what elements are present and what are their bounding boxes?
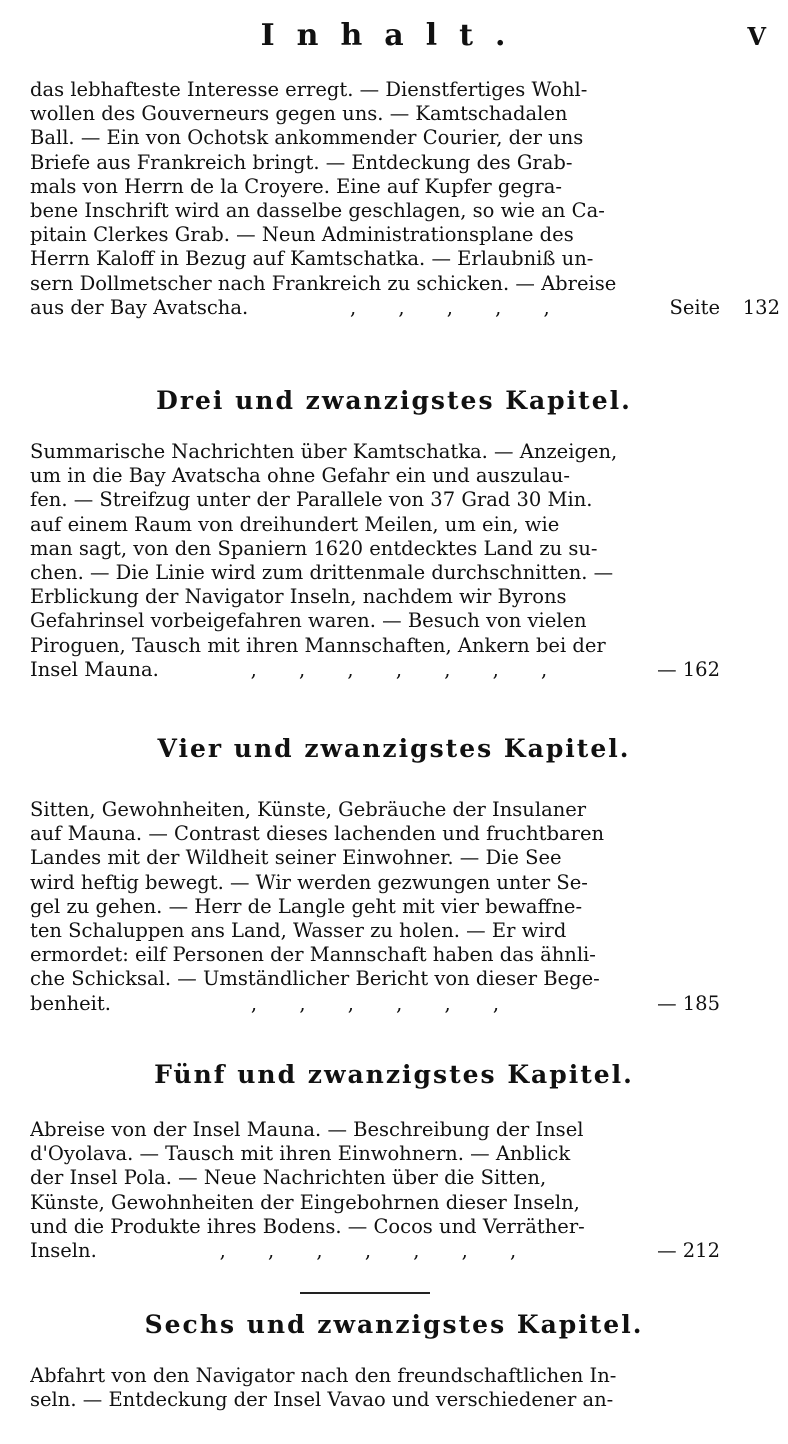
entry-line: ermordet: eilf Personen der Mannschaft haben das ähnli- [30,943,596,967]
page-reference: — 162 [657,657,720,681]
page-number: V [747,22,766,51]
entry-line: um in die Bay Avatscha ohne Gefahr ein und auszulau- [30,464,570,488]
leader-dots: , , , , , , , [219,1239,535,1263]
entry-last-line [30,296,720,320]
leader-dots: , , , , , , , [250,657,566,681]
entry-line: sern Dollmetscher nach Frankreich zu schicken. — Abreise [30,271,617,295]
entry-line: bene Inschrift wird an dasselbe geschlagen, so wie an Ca- [30,199,605,223]
entry-line: mals von Herrn de la Croyere. Eine auf Kupfer gegra- [30,174,562,198]
section-divider [300,1292,430,1294]
entry-line: auf einem Raum von dreihundert Meilen, um ein, wie [30,512,560,536]
page-reference: — 212 [657,1239,720,1263]
entry-line: man sagt, von den Spaniern 1620 entdecktes Land zu su- [30,536,598,560]
page-title: Inhalt. [260,18,528,53]
page-label: Seite [669,295,720,319]
page-header [0,18,788,58]
page-reference: 132 [742,296,780,319]
toc-entry-chapter-25 [30,1118,720,1263]
entry-line: wollen des Gouverneurs gegen uns. — Kamtschadalen [30,102,568,126]
entry-line: Ball. — Ein von Ochotsk ankommender Courier, der uns [30,126,584,150]
entry-last-line [30,658,720,682]
entry-line: pitain Clerkes Grab. — Neun Administrationsplane des [30,223,574,247]
entry-line: wird heftig bewegt. — Wir werden gezwungen unter Se- [30,870,588,894]
entry-line: Piroguen, Tausch mit ihren Mannschaften, Ankern bei der [30,633,606,657]
entry-last-line [30,1239,720,1263]
entry-line-text: Inseln. [30,1239,97,1263]
entry-line: Summarische Nachrichten über Kamtschatka. — Anzeigen, [30,440,618,463]
entry-line: Erblickung der Navigator Inseln, nachdem wir Byrons [30,585,567,609]
chapter-heading: Vier und zwanzigstes Kapitel. [157,734,631,763]
entry-line: gel zu gehen. — Herr de Langle geht mit vier bewaffne- [30,894,583,918]
entry-line: Abreise von der Insel Mauna. — Beschreibung der Insel [30,1118,584,1141]
leader-dots: , , , , , , [250,991,518,1015]
entry-line: seln. — Entdeckung der Insel Vavao und verschiedener an- [30,1388,614,1412]
entry-line: Landes mit der Wildheit seiner Einwohner. — Die See [30,846,562,870]
entry-line: auf Mauna. — Contrast dieses lachenden und fruchtbaren [30,822,605,846]
entry-line: chen. — Die Linie wird zum drittenmale durchschnitten. — [30,561,614,585]
leader-dots: , , , , , [349,295,568,319]
entry-last-line [30,992,720,1016]
page-reference: — 185 [657,991,720,1015]
toc-entry-chapter-26 [30,1364,720,1412]
toc-entry-22-continuation [30,78,780,320]
entry-line: Briefe aus Frankreich bringt. — Entdeckung des Grab- [30,150,573,174]
entry-line: ten Schaluppen ans Land, Wasser zu holen. — Er wird [30,919,567,943]
entry-line-text: benheit. [30,991,111,1015]
entry-line: Sitten, Gewohnheiten, Künste, Gebräuche der Insulaner [30,798,587,821]
toc-entry-chapter-23 [30,440,720,682]
chapter-heading: Drei und zwanzigstes Kapitel. [156,386,632,415]
entry-line: d'Oyolava. — Tausch mit ihren Einwohnern. — Anblick [30,1142,571,1166]
entry-line: das lebhafteste Interesse erregt. — Dienstfertiges Wohl- [30,78,588,101]
entry-line-text: aus der Bay Avatscha. [30,295,249,319]
entry-line: Abfahrt von den Navigator nach den freundschaftlichen In- [30,1364,617,1387]
entry-line: fen. — Streifzug unter der Parallele von 37 Grad 30 Min. [30,488,593,512]
toc-entry-chapter-24 [30,798,720,1016]
entry-line-text: Insel Mauna. [30,657,159,681]
entry-line: che Schicksal. — Umständlicher Bericht von dieser Bege- [30,967,600,991]
entry-line: Gefahrinsel vorbeigefahren waren. — Besuch von vielen [30,609,587,633]
entry-line: und die Produkte ihres Bodens. — Cocos und Verräther- [30,1214,585,1238]
chapter-heading: Fünf und zwanzigstes Kapitel. [154,1060,634,1089]
chapter-heading: Sechs und zwanzigstes Kapitel. [144,1310,644,1339]
entry-line: Künste, Gewohnheiten der Eingebohrnen dieser Inseln, [30,1190,580,1214]
entry-line: der Insel Pola. — Neue Nachrichten über die Sitten, [30,1166,547,1190]
entry-line: Herrn Kaloff in Bezug auf Kamtschatka. — Erlaubniß un- [30,247,594,271]
